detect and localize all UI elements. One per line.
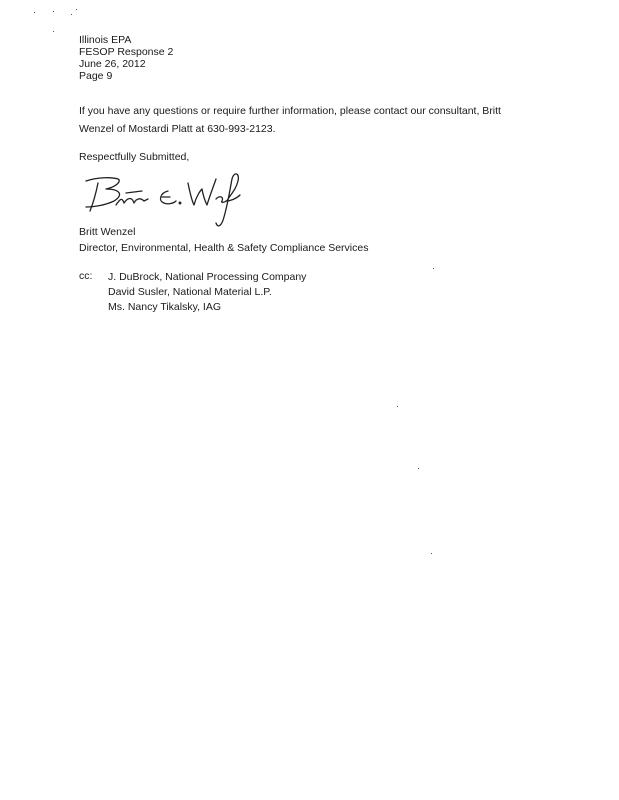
scan-speck <box>71 14 72 15</box>
cc-recipient: Ms. Nancy Tikalsky, IAG <box>108 301 221 313</box>
closing-salutation: Respectfully Submitted, <box>79 151 190 163</box>
scan-speck <box>418 468 419 469</box>
scan-speck <box>397 406 398 407</box>
signatory-title: Director, Environmental, Health & Safety Compliance Services <box>79 242 369 254</box>
header-subject: FESOP Response 2 <box>79 46 174 58</box>
header-recipient: Illinois EPA <box>79 34 132 46</box>
body-line: Wenzel of Mostardi Platt at 630-993-2123. <box>79 123 276 135</box>
letter-header <box>79 34 173 82</box>
body-paragraph <box>79 102 539 138</box>
scan-speck <box>431 553 432 554</box>
scan-speck <box>76 9 77 10</box>
header-page-number: Page 9 <box>79 70 113 82</box>
scan-speck <box>433 268 434 269</box>
body-line: If you have any questions or require further information, please contact our consultant, Britt <box>79 105 501 117</box>
handwritten-signature <box>76 163 246 233</box>
cc-recipient: J. DuBrock, National Processing Company <box>108 271 307 283</box>
scan-speck <box>34 12 35 13</box>
cc-recipient: David Susler, National Material L.P. <box>108 286 272 298</box>
scan-speck <box>53 31 54 32</box>
cc-recipient-list <box>108 270 306 315</box>
header-date: June 26, 2012 <box>79 58 146 70</box>
cc-label: cc: <box>79 270 93 282</box>
signatory-name: Britt Wenzel <box>79 226 136 238</box>
scan-speck <box>53 11 54 12</box>
